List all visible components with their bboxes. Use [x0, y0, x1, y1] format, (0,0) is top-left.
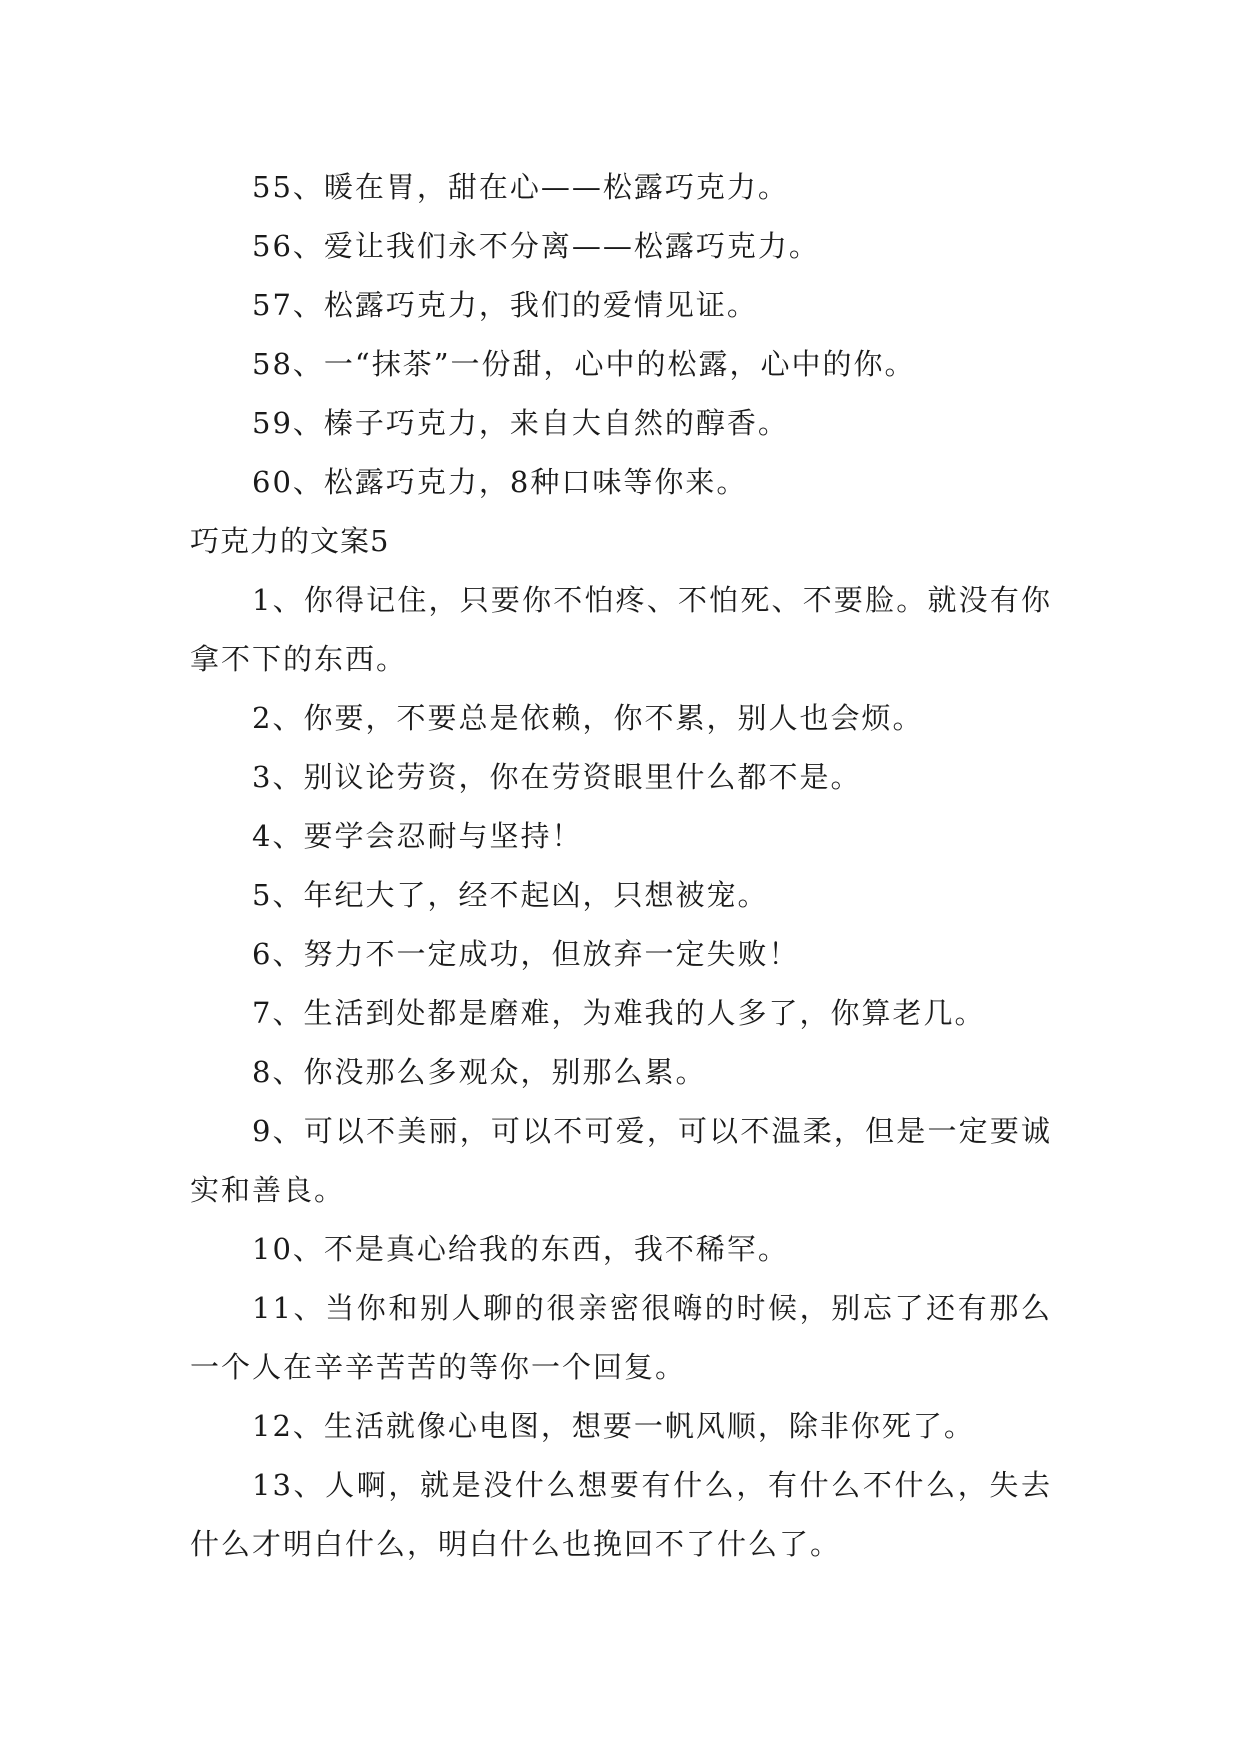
- list-item: 60、松露巧克力，8种口味等你来。: [252, 465, 748, 499]
- list-item: 13、人啊，就是没什么想要有什么，有什么不什么，失去什么才明白什么，明白什么也挽回不了什么了。: [190, 1468, 1052, 1561]
- list-item: 6、努力不一定成功，但放弃一定失败！: [252, 937, 800, 971]
- section-heading: 巧克力的文案5: [190, 524, 390, 558]
- list-item: 57、松露巧克力，我们的爱情见证。: [252, 288, 758, 322]
- list-item: 58、一“抹茶”一份甜，心中的松露，心中的你。: [252, 347, 916, 381]
- list-item: 11、当你和别人聊的很亲密很嗨的时候，别忘了还有那么一个人在辛辛苦苦的等你一个回复。: [190, 1291, 1052, 1384]
- list-item: 8、你没那么多观众，别那么累。: [252, 1055, 707, 1089]
- list-item: 1、你得记住，只要你不怕疼、不怕死、不要脸。就没有你拿不下的东西。: [190, 583, 1052, 676]
- list-item: 55、暖在胃，甜在心——松露巧克力。: [252, 170, 789, 204]
- list-item: 7、生活到处都是磨难，为难我的人多了，你算老几。: [252, 996, 986, 1030]
- list-item: 59、榛子巧克力，来自大自然的醇香。: [252, 406, 789, 440]
- list-item: 10、不是真心给我的东西，我不稀罕。: [252, 1232, 789, 1266]
- list-item: 4、要学会忍耐与坚持！: [252, 819, 583, 853]
- list-item: 5、年纪大了，经不起凶，只想被宠。: [252, 878, 769, 912]
- document-body: [190, 158, 1052, 1574]
- list-item: 9、可以不美丽，可以不可爱，可以不温柔，但是一定要诚实和善良。: [190, 1114, 1052, 1207]
- list-item: 12、生活就像心电图，想要一帆风顺，除非你死了。: [252, 1409, 975, 1443]
- list-item: 56、爱让我们永不分离——松露巧克力。: [252, 229, 820, 263]
- list-item: 3、别议论劳资，你在劳资眼里什么都不是。: [252, 760, 862, 794]
- list-item: 2、你要，不要总是依赖，你不累，别人也会烦。: [252, 701, 924, 735]
